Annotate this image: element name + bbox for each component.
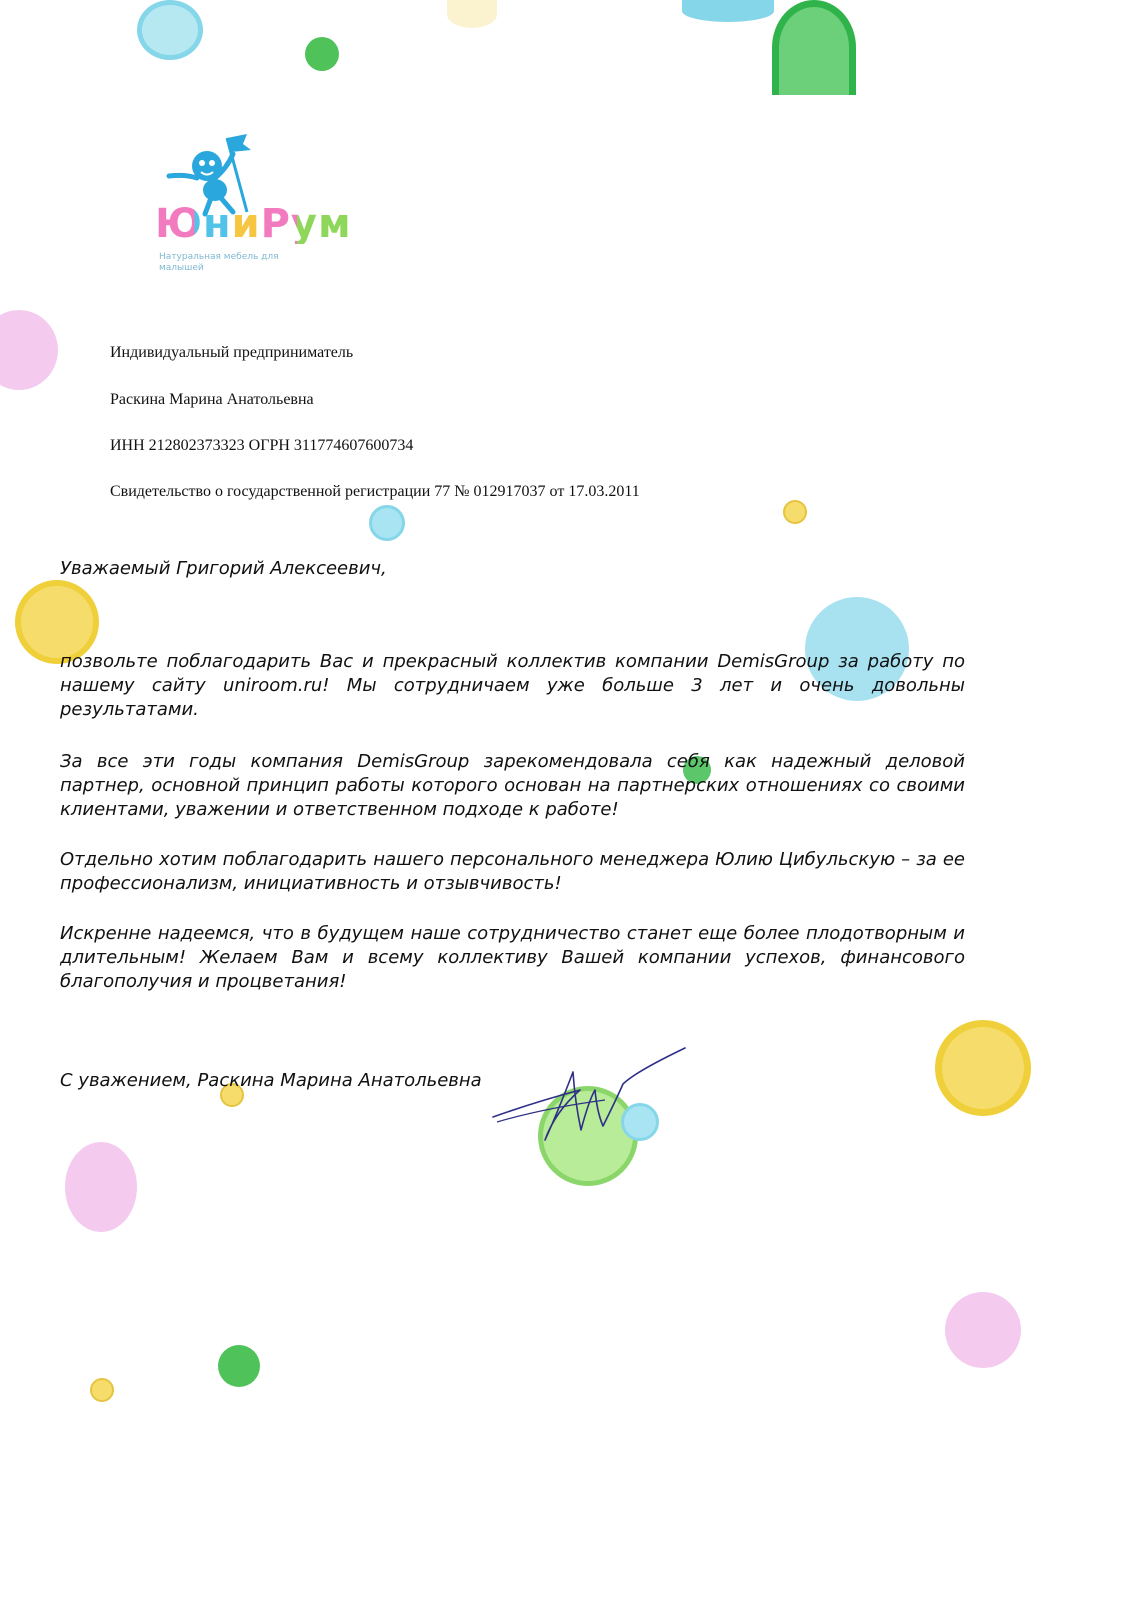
decor-dot-green-lower xyxy=(218,1345,260,1387)
decor-dot-green-top xyxy=(305,37,339,71)
decor-dot-cyan-top xyxy=(137,0,203,60)
logo-tagline: Натуральная мебель для малышей xyxy=(159,252,279,273)
header-owner-name: Раскина Марина Анатольевна xyxy=(110,391,314,408)
decor-dot-pink-lower-right xyxy=(945,1292,1021,1368)
letter-salutation: Уважаемый Григорий Алексеевич, xyxy=(60,558,387,579)
header-tax-ids: ИНН 212802373323 ОГРН 311774607600734 xyxy=(110,437,414,454)
decor-dot-yellow-lower xyxy=(90,1378,114,1402)
letter-paragraph: Отдельно хотим поблагодарить нашего персонального менеджера Юлию Цибульскую – за ее профессионализм, инициативность и отзывчивость! xyxy=(60,849,965,894)
header-registration: Свидетельство о государственной регистрации 77 № 012917037 от 17.03.2011 xyxy=(110,483,640,500)
decor-dot-yellow-ring-right xyxy=(935,1020,1031,1116)
company-logo xyxy=(155,132,352,282)
decor-dot-cyan-mid xyxy=(369,505,405,541)
letter-closing: С уважением, Раскина Марина Анатольевна xyxy=(60,1070,482,1091)
decor-dot-yellow-small xyxy=(783,500,807,524)
letter-paragraph: За все эти годы компания DemisGroup зарекомендовала себя как надежный деловой партнер, основной принцип работы которого основан на партнерских отношениях со своими клиентами, уважении и ответственном подходе к работе! xyxy=(60,751,965,820)
decor-dot-cream-top xyxy=(447,0,497,28)
letter-paragraph: позвольте поблагодарить Вас и прекрасный коллектив компании DemisGroup за работу по нашему сайту uniroom.ru! Мы сотрудничаем уже больше 3 лет и очень довольны результатами. xyxy=(60,651,965,720)
header-entrepreneur-title: Индивидуальный предприниматель xyxy=(110,344,354,361)
letter-paragraph: Искренне надеемся, что в будущем наше сотрудничество станет еще более плодотворным и длительным! Желаем Вам и всему коллективу Вашей компании успехов, финансового благополучия и процветания! xyxy=(60,923,965,992)
decor-dot-green-ring-top xyxy=(772,0,856,95)
decor-dot-cyan-top-right xyxy=(682,0,774,22)
logo-wordmark xyxy=(155,201,352,247)
logo-wordmark-text: ЮниРум xyxy=(155,201,352,247)
handwritten-signature xyxy=(485,1042,695,1152)
decor-dot-pink-lower-left xyxy=(65,1142,137,1232)
decor-dot-pink-left xyxy=(0,310,58,390)
